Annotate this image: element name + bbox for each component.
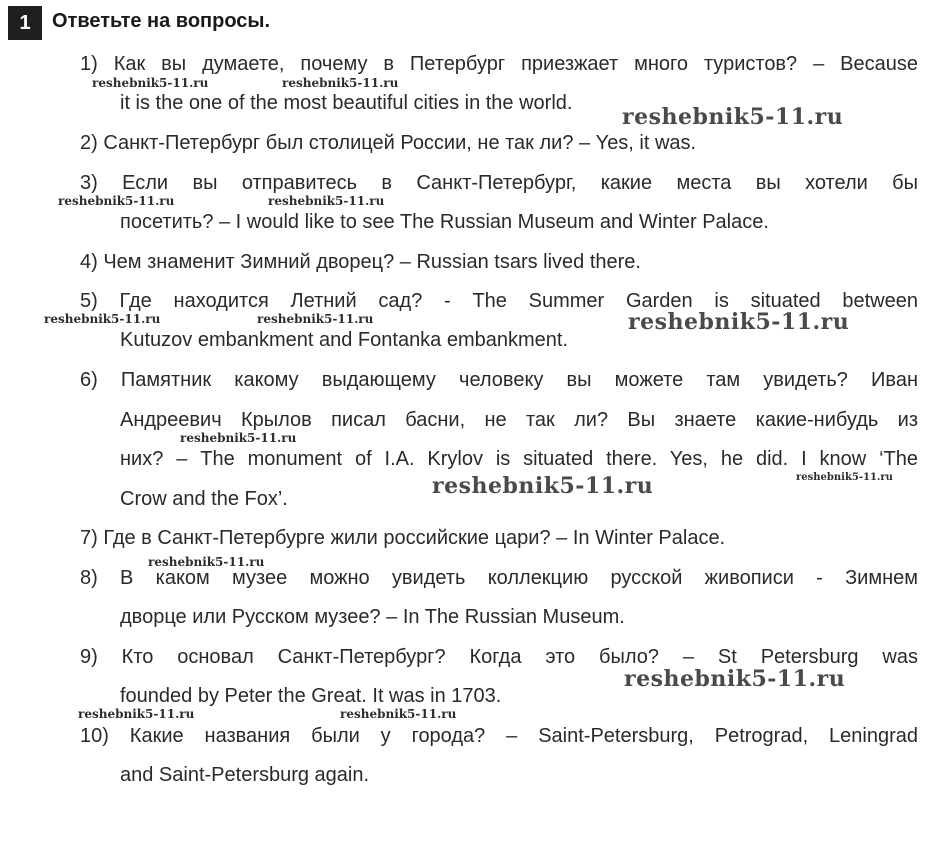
- q9-line-2: founded by Peter the Great. It was in 1703.: [120, 685, 502, 707]
- q3-line-1: 3) Если вы отправитесь в Санкт-Петербург, какие места вы хотели бы: [80, 172, 918, 194]
- q4-line-1: 4) Чем знаменит Зимний дворец? – Russian tsars lived there.: [80, 251, 641, 273]
- q1-line-1: 1) Как вы думаете, почему в Петербург приезжает много туристов? – Because: [80, 53, 918, 75]
- q3-line-2: посетить? – I would like to see The Russian Museum and Winter Palace.: [120, 211, 769, 233]
- q2-line-1: 2) Санкт-Петербург был столицей России, не так ли? – Yes, it was.: [80, 132, 697, 154]
- watermark: reshebnik5-11.ru: [257, 312, 374, 326]
- q6-line-4: Crow and the Fox’.: [120, 488, 288, 510]
- q6-line-3: них? – The monument of I.A. Krylov is situated there. Yes, he did. I know ‘The: [120, 448, 918, 470]
- watermark: reshebnik5-11.ru: [180, 431, 297, 445]
- q5-line-2: Kutuzov embankment and Fontanka embankment.: [120, 329, 569, 351]
- exercise-number-badge: 1: [8, 6, 42, 40]
- q1-line-2: it is the one of the most beautiful cities in the world.: [120, 92, 573, 114]
- watermark: reshebnik5-11.ru: [268, 194, 385, 208]
- watermark: reshebnik5-11.ru: [148, 555, 265, 569]
- watermark: reshebnik5-11.ru: [44, 312, 161, 326]
- q8-line-2: дворце или Русском музее? – In The Russian Museum.: [120, 606, 625, 628]
- watermark: reshebnik5-11.ru: [796, 472, 893, 483]
- q8-line-1: 8) В каком музее можно увидеть коллекцию русской живописи - Зимнем: [80, 567, 918, 589]
- watermark: reshebnik5-11.ru: [92, 76, 209, 90]
- watermark: reshebnik5-11.ru: [628, 309, 850, 335]
- watermark: reshebnik5-11.ru: [78, 707, 195, 721]
- watermark: reshebnik5-11.ru: [58, 194, 175, 208]
- watermark: reshebnik5-11.ru: [340, 707, 457, 721]
- exercise-title: Ответьте на вопросы.: [52, 10, 271, 32]
- q9-line-1: 9) Кто основал Санкт-Петербург? Когда это было? – St Petersburg was: [80, 646, 918, 668]
- q10-line-2: and Saint-Petersburg again.: [120, 764, 370, 786]
- q10-line-1: 10) Какие названия были у города? – Saint-Petersburg, Petrograd, Leningrad: [80, 725, 918, 747]
- watermark: reshebnik5-11.ru: [624, 666, 846, 692]
- q6-line-2: Андреевич Крылов писал басни, не так ли? Вы знаете какие-нибудь из: [120, 409, 918, 431]
- watermark: reshebnik5-11.ru: [432, 473, 654, 499]
- watermark: reshebnik5-11.ru: [282, 76, 399, 90]
- watermark: reshebnik5-11.ru: [622, 104, 844, 130]
- q6-line-1: 6) Памятник какому выдающему человеку вы можете там увидеть? Иван: [80, 369, 918, 391]
- q7-line-1: 7) Где в Санкт-Петербурге жили российские цари? – In Winter Palace.: [80, 527, 726, 549]
- q5-line-1: 5) Где находится Летний сад? - The Summer Garden is situated between: [80, 290, 918, 312]
